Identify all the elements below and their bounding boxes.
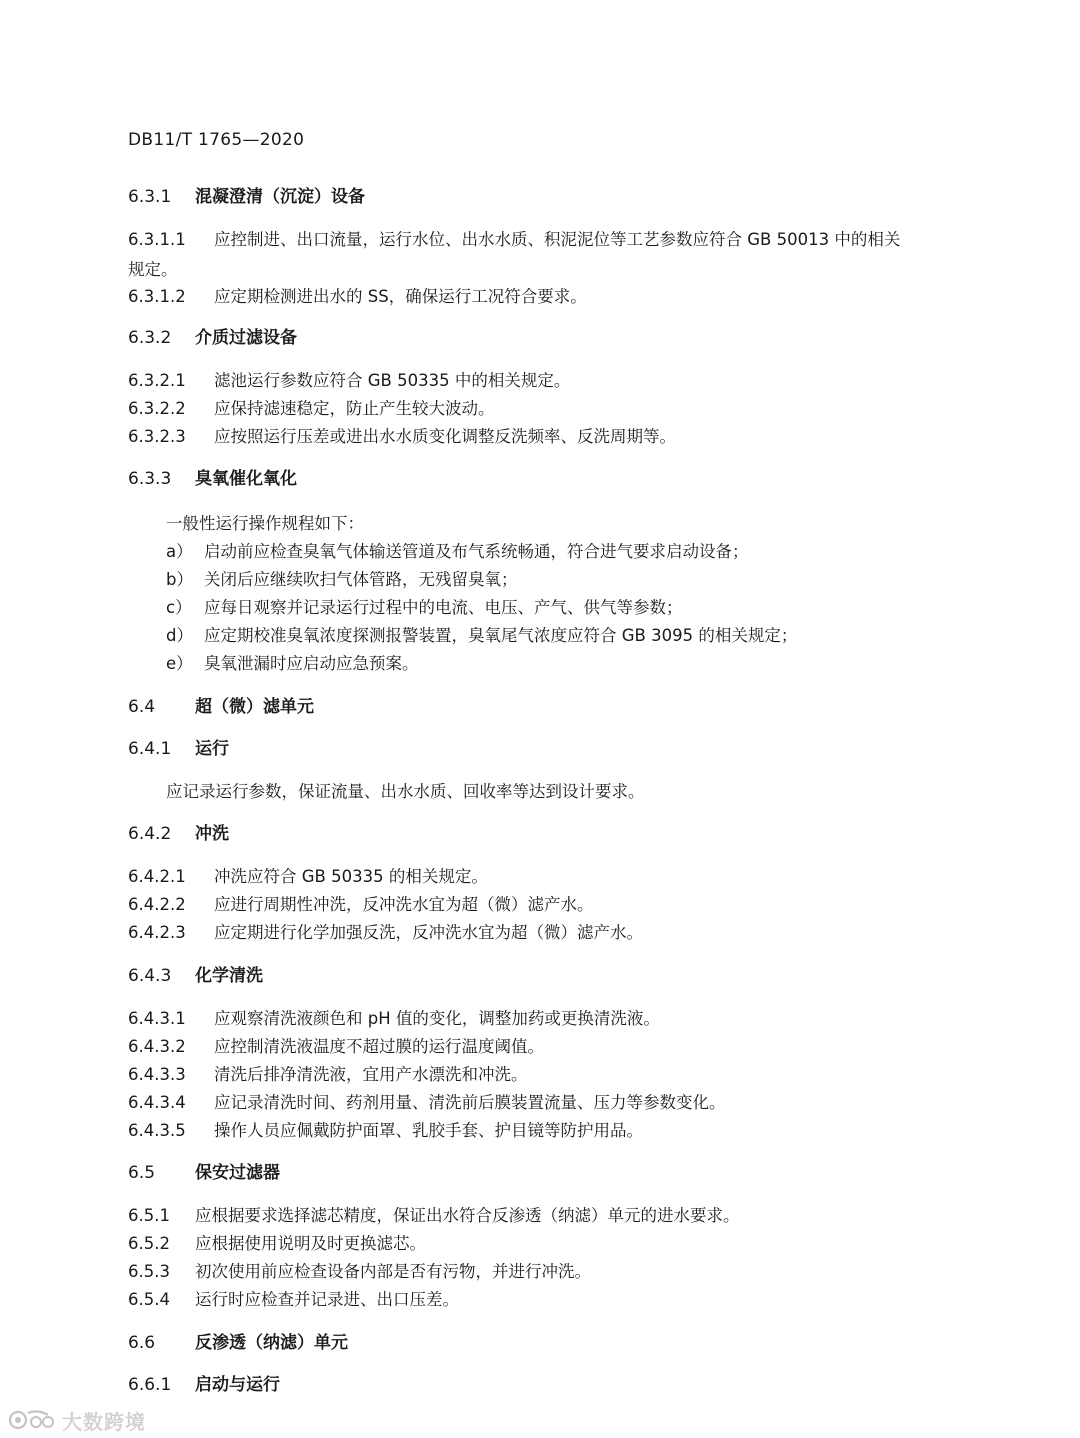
clause-line bbox=[128, 922, 643, 944]
watermark-text: 大数跨境 bbox=[62, 1409, 146, 1434]
clause-line bbox=[128, 398, 495, 420]
clause-number: 6.4.3.2 bbox=[128, 1037, 186, 1056]
clause-number: 6.3.2.1 bbox=[128, 371, 186, 390]
clause-line bbox=[166, 513, 364, 535]
clause-text: 应控制进、出口流量，运行水位、出水水质、积泥泥位等工艺参数应符合 GB 50013 中的相关 bbox=[214, 230, 901, 249]
clause-number: 6.4.1 bbox=[128, 739, 172, 759]
clause-number: 6.3.1 bbox=[128, 187, 172, 207]
clause-line bbox=[128, 1233, 426, 1255]
clause-number: 6.3.3 bbox=[128, 469, 172, 489]
clause-text: 应保持滤速稳定，防止产生较大波动。 bbox=[214, 399, 495, 418]
clause-text: 滤池运行参数应符合 GB 50335 中的相关规定。 bbox=[214, 371, 571, 390]
clause-number: 6.4.3.5 bbox=[128, 1121, 186, 1140]
clause-text: 规定。 bbox=[128, 260, 178, 279]
section-heading bbox=[128, 1162, 280, 1184]
clause-number: 6.5.3 bbox=[128, 1262, 170, 1281]
section-heading bbox=[128, 327, 297, 349]
clause-number: 6.4.2.3 bbox=[128, 923, 186, 942]
clause-line bbox=[128, 1205, 740, 1227]
clause-text: 混凝澄清（沉淀）设备 bbox=[195, 187, 365, 207]
clause-number: c） bbox=[166, 598, 192, 617]
weibo-logo-icon bbox=[8, 1407, 56, 1433]
clause-number: 6.3.2.2 bbox=[128, 399, 186, 418]
clause-line bbox=[166, 597, 683, 619]
clause-line bbox=[166, 653, 419, 675]
clause-number: 6.6.1 bbox=[128, 1375, 172, 1395]
clause-line bbox=[128, 866, 488, 888]
clause-text: 应观察清洗液颜色和 pH 值的变化，调整加药或更换清洗液。 bbox=[214, 1009, 660, 1028]
clause-text: 运行时应检查并记录进、出口压差。 bbox=[195, 1290, 459, 1309]
clause-number: d） bbox=[166, 626, 193, 645]
clause-text: 应根据要求选择滤芯精度，保证出水符合反渗透（纳滤）单元的进水要求。 bbox=[195, 1206, 740, 1225]
clause-number: 6.3.2 bbox=[128, 328, 172, 348]
clause-line bbox=[128, 1092, 726, 1114]
clause-line bbox=[128, 1289, 459, 1311]
clause-line bbox=[128, 1120, 643, 1142]
clause-line bbox=[128, 1008, 660, 1030]
clause-line bbox=[128, 370, 570, 392]
clause-text: 关闭后应继续吹扫气体管路，无残留臭氧； bbox=[204, 570, 518, 589]
section-heading bbox=[128, 468, 297, 490]
clause-text: 应根据使用说明及时更换滤芯。 bbox=[195, 1234, 426, 1253]
clause-text: 操作人员应佩戴防护面罩、乳胶手套、护目镜等防护用品。 bbox=[214, 1121, 643, 1140]
clause-number: 6.5.2 bbox=[128, 1234, 170, 1253]
clause-line bbox=[128, 1036, 544, 1058]
clause-number: 6.4.3.1 bbox=[128, 1009, 186, 1028]
clause-text: 初次使用前应检查设备内部是否有污物，并进行冲洗。 bbox=[195, 1262, 591, 1281]
section-heading bbox=[128, 823, 229, 845]
clause-text: 应每日观察并记录运行过程中的电流、电压、产气、供气等参数； bbox=[204, 598, 683, 617]
clause-number: 6.4.2 bbox=[128, 824, 172, 844]
section-heading bbox=[128, 186, 365, 208]
clause-text: 化学清洗 bbox=[195, 966, 263, 986]
clause-number: 6.4.2.1 bbox=[128, 867, 186, 886]
clause-line bbox=[128, 259, 178, 281]
clause-line bbox=[166, 541, 749, 563]
section-heading bbox=[128, 1332, 348, 1354]
clause-text: 冲洗应符合 GB 50335 的相关规定。 bbox=[214, 867, 488, 886]
clause-number: 6.5.4 bbox=[128, 1290, 170, 1309]
clause-text: 应控制清洗液温度不超过膜的运行温度阈值。 bbox=[214, 1037, 544, 1056]
watermark bbox=[8, 1405, 146, 1435]
clause-text: 一般性运行操作规程如下： bbox=[166, 514, 364, 533]
clause-number: 6.4.2.2 bbox=[128, 895, 186, 914]
clause-number: 6.3.2.3 bbox=[128, 427, 186, 446]
section-heading bbox=[128, 965, 263, 987]
clause-text: 应定期校准臭氧浓度探测报警装置，臭氧尾气浓度应符合 GB 3095 的相关规定； bbox=[204, 626, 798, 645]
clause-line bbox=[128, 229, 900, 251]
clause-number: 6.6 bbox=[128, 1333, 156, 1353]
clause-number: e） bbox=[166, 654, 193, 673]
clause-text: 保安过滤器 bbox=[195, 1163, 280, 1183]
clause-text: 应进行周期性冲洗，反冲洗水宜为超（微）滤产水。 bbox=[214, 895, 594, 914]
clause-number: b） bbox=[166, 570, 193, 589]
clause-text: 超（微）滤单元 bbox=[195, 697, 314, 717]
clause-text: 臭氧泄漏时应启动应急预案。 bbox=[204, 654, 419, 673]
clause-text: 运行 bbox=[195, 739, 229, 759]
clause-text: 应记录清洗时间、药剂用量、清洗前后膜装置流量、压力等参数变化。 bbox=[214, 1093, 726, 1112]
clause-text: 介质过滤设备 bbox=[195, 328, 297, 348]
clause-number: 6.5 bbox=[128, 1163, 156, 1183]
clause-text: 应定期检测进出水的 SS，确保运行工况符合要求。 bbox=[214, 287, 587, 306]
clause-line bbox=[128, 1261, 591, 1283]
clause-number: 6.3.1.2 bbox=[128, 287, 186, 306]
section-heading bbox=[128, 1374, 280, 1396]
clause-number: 6.5.1 bbox=[128, 1206, 170, 1225]
clause-number: a） bbox=[166, 542, 193, 561]
clause-line bbox=[128, 286, 587, 308]
clause-text: 启动前应检查臭氧气体输送管道及布气系统畅通，符合进气要求启动设备； bbox=[204, 542, 749, 561]
clause-text: 冲洗 bbox=[195, 824, 229, 844]
clause-text: 启动与运行 bbox=[195, 1375, 280, 1395]
clause-number: 6.4.3 bbox=[128, 966, 172, 986]
clause-text: 应记录运行参数，保证流量、出水水质、回收率等达到设计要求。 bbox=[166, 782, 645, 801]
clause-number: 6.4 bbox=[128, 697, 156, 717]
clause-line bbox=[166, 781, 645, 803]
clause-line bbox=[166, 625, 797, 647]
clause-line bbox=[128, 426, 676, 448]
clause-line bbox=[128, 1064, 528, 1086]
clause-text: 应定期进行化学加强反洗，反冲洗水宜为超（微）滤产水。 bbox=[214, 923, 643, 942]
clause-number: 6.4.3.3 bbox=[128, 1065, 186, 1084]
clause-line bbox=[128, 894, 594, 916]
clause-text: 反渗透（纳滤）单元 bbox=[195, 1333, 348, 1353]
clause-text: 应按照运行压差或进出水水质变化调整反洗频率、反洗周期等。 bbox=[214, 427, 676, 446]
clause-text: 臭氧催化氧化 bbox=[195, 469, 297, 489]
clause-text: 清洗后排净清洗液，宜用产水漂洗和冲洗。 bbox=[214, 1065, 528, 1084]
clause-number: 6.3.1.1 bbox=[128, 230, 186, 249]
clause-line bbox=[166, 569, 518, 591]
document-code: DB11/T 1765—2020 bbox=[128, 130, 305, 150]
clause-number: 6.4.3.4 bbox=[128, 1093, 186, 1112]
section-heading bbox=[128, 738, 229, 760]
section-heading bbox=[128, 696, 314, 718]
